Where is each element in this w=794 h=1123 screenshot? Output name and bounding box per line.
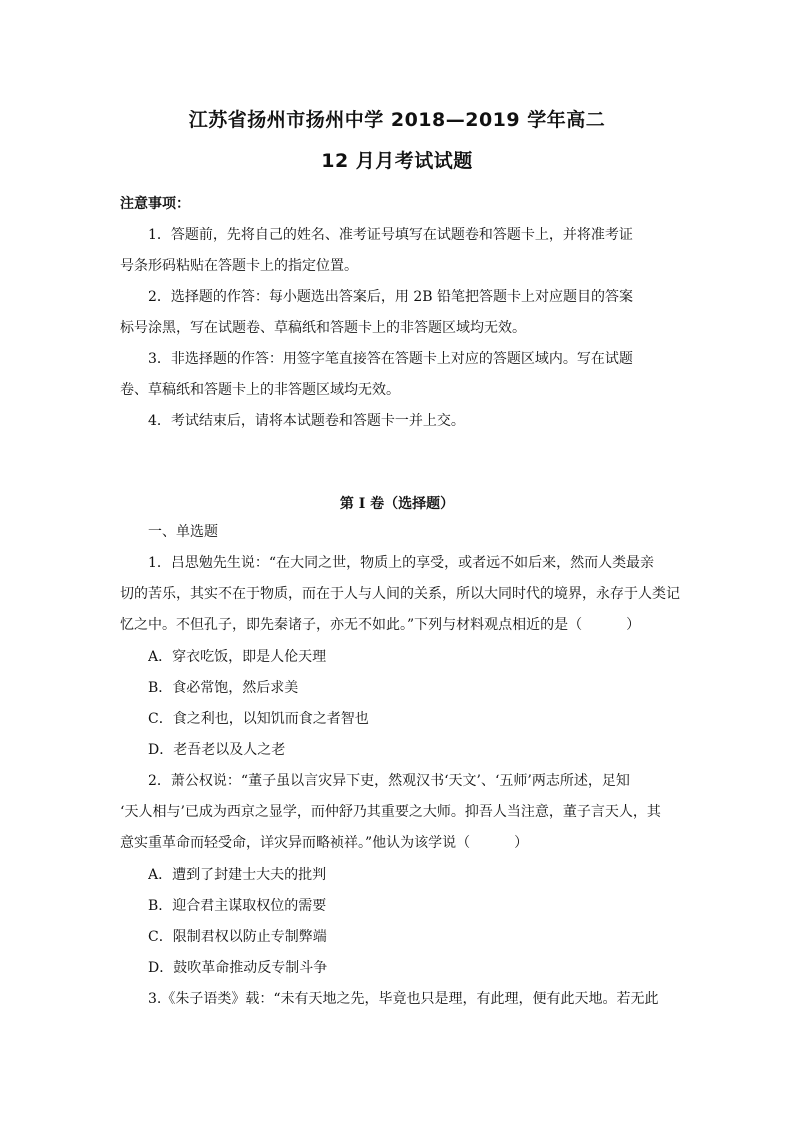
section-subheading: 一、单选题 [148,524,218,540]
notice-item-2-line-1: 2．选择题的作答：每小题选出答案后，用 2B 铅笔把答题卡上对应题目的答案 [148,289,634,305]
q2-line-2: ‘天人相与’已成为西京之显学，而仲舒乃其重要之大师。抑吾人当注意，董子言天人，其 [120,804,661,820]
q2-option-a: A．遭到了封建士大夫的批判 [148,867,327,883]
q2-line-3 [120,833,680,853]
q2-option-b: B．迎合君主谋取权位的需要 [148,898,327,914]
q1-option-b: B．食必常饱，然后求美 [148,680,299,696]
q1-line-1: 1．吕思勉先生说：“在大同之世，物质上的享受，或者远不如后来，然而人类最亲 [148,555,655,571]
section-title: 第 I 卷（选择题） [339,496,455,512]
notice-item-4-line-1: 4．考试结束后，请将本试题卷和答题卡一并上交。 [148,413,465,429]
q1-option-d: D．老吾老以及人之老 [148,742,286,758]
notice-item-3-line-1: 3．非选择题的作答：用签字笔直接答在答题卡上对应的答题区域内。写在试题 [148,351,633,367]
q1-option-a: A．穿衣吃饭，即是人伦天理 [148,649,327,665]
q1-line-3 [120,615,680,635]
q1-option-c: C．食之利也，以知饥而食之者智也 [148,711,369,727]
notice-heading: 注意事项： [120,196,190,212]
q1-line-2: 切的苦乐，其实不在于物质，而在于人与人间的关系，所以大同时代的境界，永存于人类记 [120,586,680,602]
exam-title-line2: 12 月月考试试题 [321,150,473,172]
q2-option-d: D．鼓吹革命推动反专制斗争 [148,960,328,976]
q2-answer-paren-close: ） [514,835,529,851]
exam-title-line1: 江苏省扬州市扬州中学 2018—2019 学年高二 [188,109,606,131]
notice-item-3-line-2: 卷、草稿纸和答题卡上的非答题区域均无效。 [120,382,400,398]
notice-item-2-line-2: 标号涂黑，写在试题卷、草稿纸和答题卡上的非答题区域均无效。 [120,320,526,336]
q1-stem-text: 忆之中。不但孔子，即先秦诸子，亦无不如此。”下列与材料观点相近的是（ [120,617,583,633]
q2-line-1: 2．萧公权说：“董子虽以言灾异下吏，然观汉书‘天文’、‘五师’两志所述，足知 [148,773,630,789]
notice-item-1-line-1: 1．答题前，先将自己的姓名、准考证号填写在试题卷和答题卡上，并将准考证 [148,227,633,243]
notice-item-1-line-2: 号条形码粘贴在答题卡上的指定位置。 [120,258,358,274]
q1-answer-paren-close: ） [626,617,641,633]
q2-stem-text: 意实重革命而轻受命，详灾异而略祯祥。”他认为该学说（ [120,835,471,851]
q3-line-1: 3.《朱子语类》载：“未有天地之先，毕竟也只是理，有此理，便有此天地。若无此 [148,991,659,1007]
q2-option-c: C．限制君权以防止专制弊端 [148,929,327,945]
